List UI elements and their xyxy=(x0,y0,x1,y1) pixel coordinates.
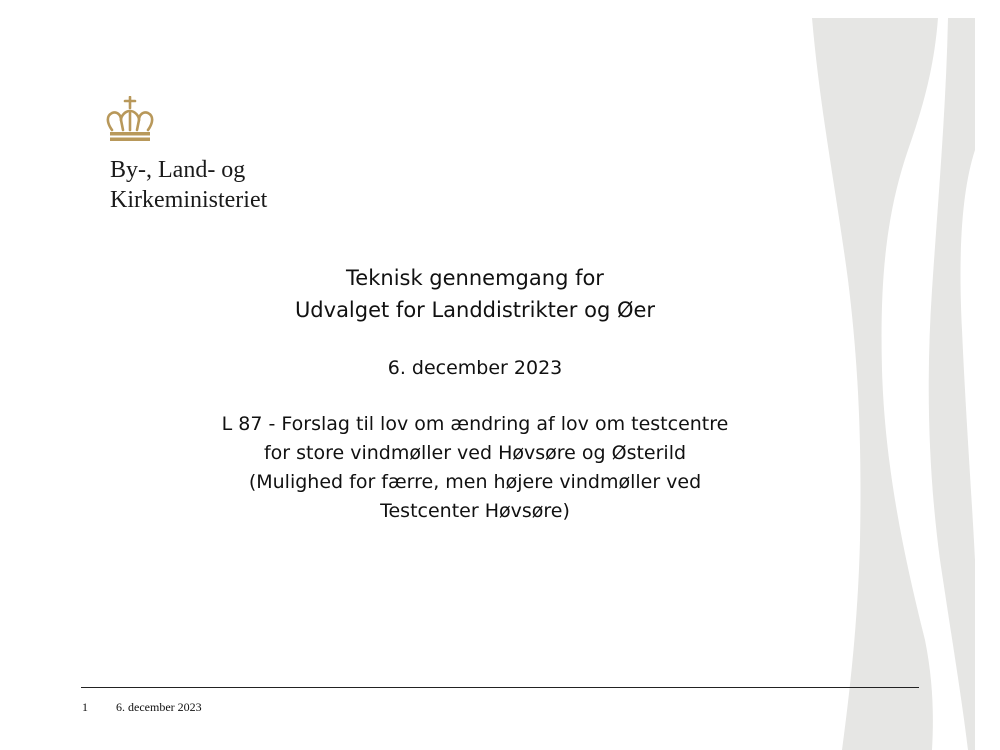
decor-shape-right xyxy=(929,18,975,750)
footer-divider xyxy=(81,687,919,688)
ministry-name-line1: By-, Land- og xyxy=(110,157,246,183)
subject-line2: for store vindmøller ved Høvsøre og Østerild xyxy=(263,442,687,464)
footer-date: 6. december 2023 xyxy=(116,700,202,714)
subject-line3: (Mulighed for færre, men højere vindmøller ved xyxy=(248,471,702,493)
decor-shape-left xyxy=(812,18,938,750)
ministry-name xyxy=(110,155,267,215)
ministry-name-line2: Kirkeministeriet xyxy=(110,187,268,213)
subject-line1: L 87 - Forslag til lov om ændring af lov om testcentre xyxy=(221,413,729,435)
title-line2: Udvalget for Landdistrikter og Øer xyxy=(294,298,656,322)
slide-title xyxy=(150,262,800,326)
crown-logo-icon xyxy=(104,96,156,142)
page-number: 1 xyxy=(82,700,88,714)
title-line1: Teknisk gennemgang for xyxy=(346,266,604,290)
subject-line4: Testcenter Høvsøre) xyxy=(380,500,570,522)
presentation-date: 6. december 2023 xyxy=(387,357,563,379)
bill-subject xyxy=(150,410,800,526)
